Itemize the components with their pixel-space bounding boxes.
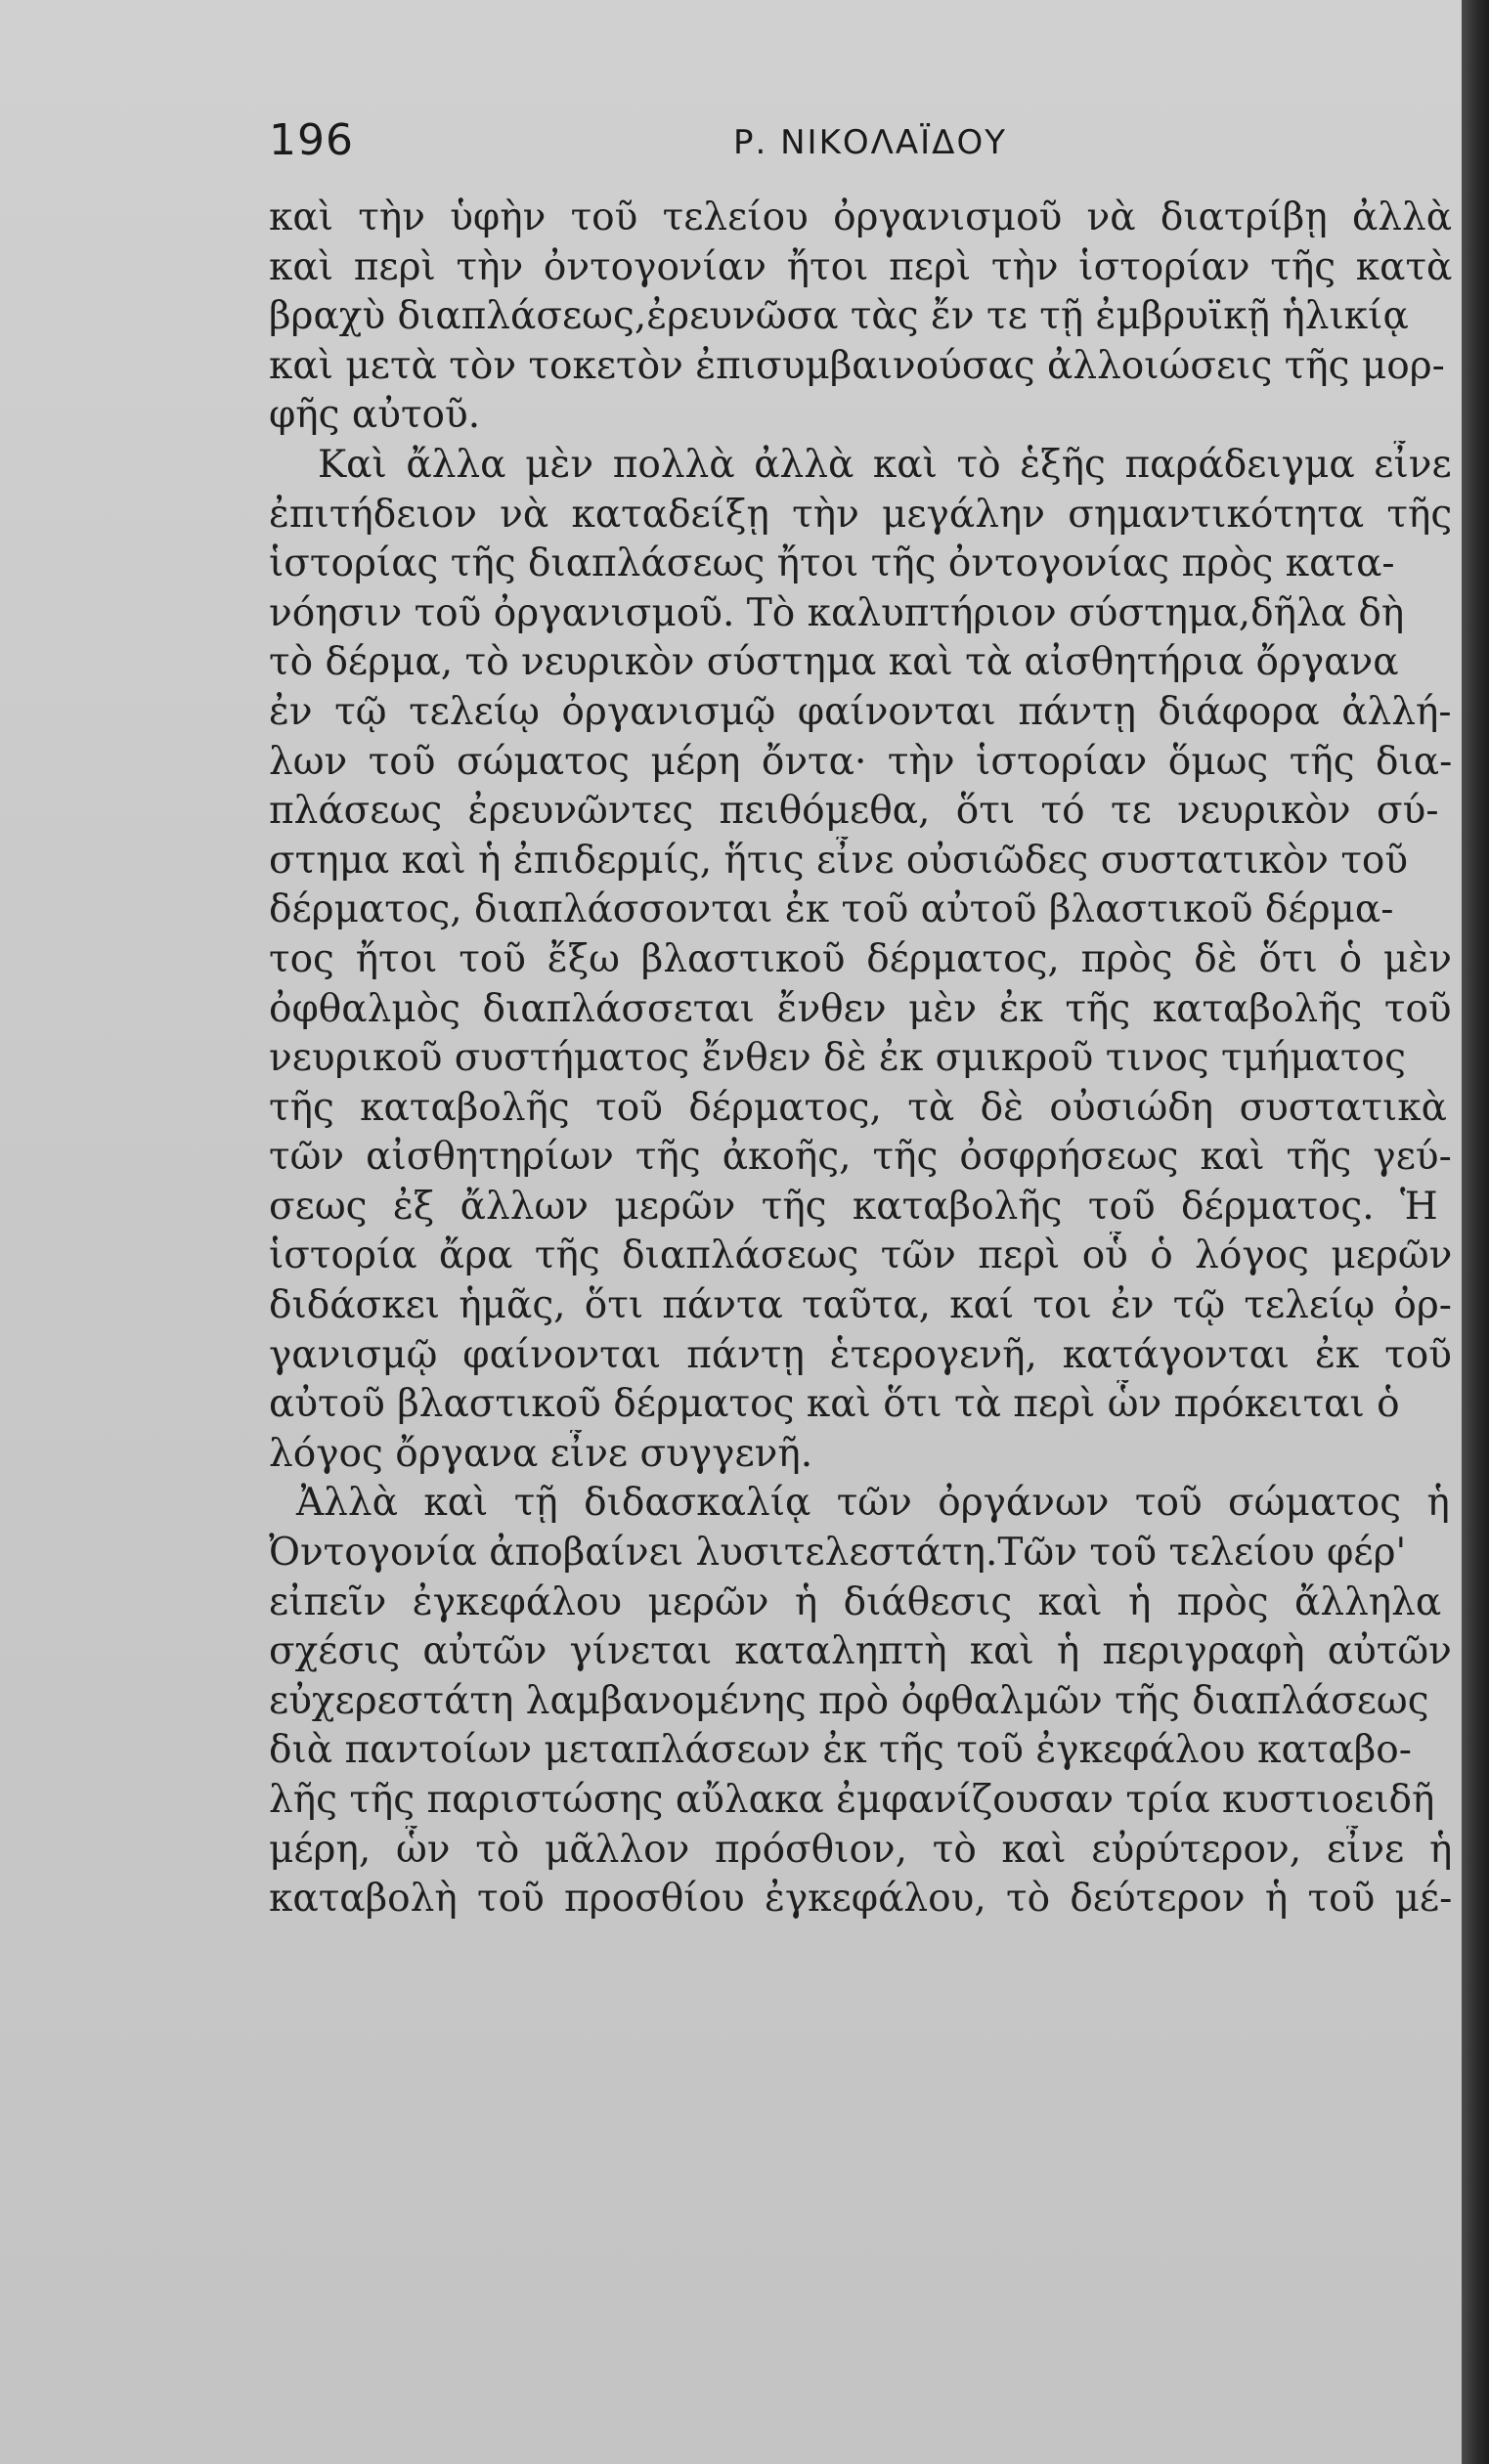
text-line: τὸ δέρμα, τὸ νευρικὸν σύστημα καὶ τὰ αἰσθητήρια ὄργανα (269, 640, 1399, 685)
page-number: 196 (269, 115, 354, 165)
running-head: Ρ. ΝΙΚΟΛΑΪΔΟΥ (733, 123, 1007, 162)
text-line: βραχὺ διαπλάσεως,ἐρευνῶσα τὰς ἔν τε τῇ ἐμβρυϊκῇ ἡλικίᾳ (269, 294, 1409, 339)
text-line: λόγος ὄργανα εἶνε συγγενῆ. (269, 1431, 813, 1476)
text-line: νευρικοῦ συστήματος ἔνθεν δὲ ἐκ σμικροῦ τινος τμήματος (269, 1036, 1406, 1081)
text-line: εἰπεῖν ἐγκεφάλου μερῶν ἡ διάθεσις καὶ ἡ πρὸς ἄλληλα (269, 1579, 1442, 1624)
text-line: Ὀντογονία ἀποβαίνει λυσιτελεστάτη.Τῶν τοῦ τελείου φέρ' (269, 1531, 1407, 1576)
text-line: σεως ἐξ ἄλλων μερῶν τῆς καταβολῆς τοῦ δέρματος. Ἡ (269, 1184, 1438, 1229)
text-line: σχέσις αὐτῶν γίνεται καταληπτὴ καὶ ἡ περιγραφὴ αὐτῶν (269, 1629, 1452, 1674)
text-line: φῆς αὐτοῦ. (269, 393, 481, 438)
text-line: δέρματος, διαπλάσσονται ἐκ τοῦ αὐτοῦ βλαστικοῦ δέρμα- (269, 887, 1394, 932)
text-line: λων τοῦ σώματος μέρη ὄντα· τὴν ἱστορίαν ὅμως τῆς δια- (269, 739, 1453, 784)
text-line: ἐν τῷ τελείῳ ὀργανισμῷ φαίνονται πάντῃ διάφορα ἀλλή- (269, 689, 1452, 734)
text-line: ἐπιτήδειον νὰ καταδείξῃ τὴν μεγάλην σημαντικότητα τῆς (269, 492, 1453, 537)
page-header (269, 115, 1442, 174)
text-line: μέρη, ὧν τὸ μᾶλλον πρόσθιον, τὸ καὶ εὐρύτερον, εἶνε ἡ (269, 1827, 1453, 1872)
text-line: λῆς τῆς παριστώσης αὔλακα ἐμφανίζουσαν τρία κυστιοειδῆ (269, 1778, 1435, 1822)
text-line: καὶ μετὰ τὸν τοκετὸν ἐπισυμβαινούσας ἀλλοιώσεις τῆς μορ- (269, 343, 1445, 388)
text-line: καταβολὴ τοῦ προσθίου ἐγκεφάλου, τὸ δεύτερον ἡ τοῦ μέ- (269, 1877, 1453, 1922)
text-line: Ἀλλὰ καὶ τῇ διδασκαλίᾳ τῶν ὀργάνων τοῦ σώματος ἡ (296, 1481, 1450, 1526)
text-line: πλάσεως ἐρευνῶντες πειθόμεθα, ὅτι τό τε νευρικὸν σύ- (269, 789, 1439, 834)
text-line: καὶ περὶ τὴν ὀντογονίαν ἤτοι περὶ τὴν ἱστορίαν τῆς κατὰ (269, 244, 1453, 289)
text-line: τῶν αἰσθητηρίων τῆς ἀκοῆς, τῆς ὀσφρήσεως καὶ τῆς γεύ- (269, 1135, 1452, 1180)
text-line: νόησιν τοῦ ὀργανισμοῦ. Τὸ καλυπτήριον σύστημα,δῆλα δὴ (269, 590, 1405, 635)
body-text (269, 194, 1457, 1924)
text-line: διὰ παντοίων μεταπλάσεων ἐκ τῆς τοῦ ἐγκεφάλου καταβο- (269, 1728, 1412, 1773)
text-line: τος ἤτοι τοῦ ἔξω βλαστικοῦ δέρματος, πρὸς δὲ ὅτι ὁ μὲν (269, 936, 1452, 981)
text-line: αὐτοῦ βλαστικοῦ δέρματος καὶ ὅτι τὰ περὶ ὧν πρόκειται ὁ (269, 1382, 1400, 1427)
text-line: ὀφθαλμὸς διαπλάσσεται ἔνθεν μὲν ἐκ τῆς καταβολῆς τοῦ (269, 986, 1452, 1031)
text-line: γανισμῷ φαίνονται πάντῃ ἑτερογενῆ, κατάγονται ἐκ τοῦ (269, 1332, 1452, 1377)
text-line: Καὶ ἄλλα μὲν πολλὰ ἀλλὰ καὶ τὸ ἑξῆς παράδειγμα εἶνε (318, 442, 1452, 487)
text-line: ἱστορία ἄρα τῆς διαπλάσεως τῶν περὶ οὗ ὁ λόγος μερῶν (269, 1233, 1453, 1278)
text-line: διδάσκει ἡμᾶς, ὅτι πάντα ταῦτα, καί τοι ἐν τῷ τελείῳ ὀρ- (269, 1283, 1452, 1328)
text-line: ἱστορίας τῆς διαπλάσεως ἤτοι τῆς ὀντογονίας πρὸς κατα- (269, 541, 1395, 586)
text-line: στημα καὶ ἡ ἐπιδερμίς, ἥτις εἶνε οὐσιῶδες συστατικὸν τοῦ (269, 838, 1409, 883)
text-line: εὐχερεστάτη λαμβανομένης πρὸ ὀφθαλμῶν τῆς διαπλάσεως (269, 1678, 1429, 1723)
text-line: τῆς καταβολῆς τοῦ δέρματος, τὰ δὲ οὐσιώδη συστατικὰ (269, 1085, 1448, 1130)
book-binding-edge (1462, 0, 1489, 2464)
text-line: καὶ τὴν ὑφὴν τοῦ τελείου ὀργανισμοῦ νὰ διατρίβῃ ἀλλὰ (269, 195, 1453, 239)
